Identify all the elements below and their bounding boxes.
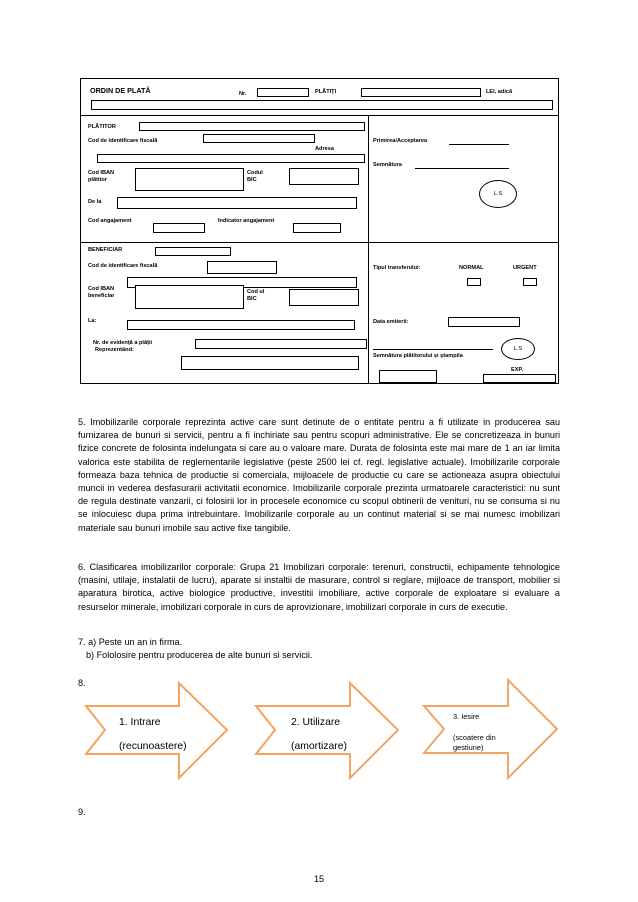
- indicator-label: Indicator angajament: [218, 218, 275, 224]
- semnatura-platitor-label: Semnătura plătitorului și ștampila: [373, 353, 463, 359]
- bic-benef-label: Cod ul BIC: [247, 289, 265, 302]
- de-la-label: De la: [88, 199, 102, 205]
- nr-label: Nr.: [239, 91, 247, 97]
- arrow-intrare-subtitle: (recunoastere): [119, 741, 187, 752]
- urgent-label: URGENT: [513, 265, 537, 271]
- item-7a: 7. a) Peste un an in firma.: [78, 637, 183, 647]
- beneficiar-label: BENEFICIAR: [88, 247, 123, 253]
- cif-label: Cod de identificare fiscală: [88, 138, 158, 144]
- nr-evidenta-label: Nr. de evidență a plății Reprezentând:: [93, 340, 153, 353]
- form-title: ORDIN DE PLATĂ: [90, 86, 151, 95]
- la-label: La:: [88, 318, 97, 324]
- arrow-intrare: [86, 683, 227, 778]
- item-9: 9.: [78, 807, 86, 817]
- cif-benef-label: Cod de identificare fiscală: [88, 263, 158, 269]
- page-number: 15: [314, 874, 325, 884]
- adresa-label: Adresa: [315, 146, 334, 152]
- bic-label: Codul BIC: [247, 170, 263, 183]
- platiti-label: PLĂTIȚI: [315, 89, 337, 95]
- tip-transfer-label: Tipul transferului:: [373, 265, 421, 271]
- arrow-iesire: [424, 680, 557, 778]
- platitor-label: PLĂTITOR: [88, 124, 116, 130]
- ls-stamp: L.S: [479, 180, 517, 208]
- arrow-iesire-title: 3. Iesire: [453, 712, 480, 721]
- ls-stamp-2: L.S: [501, 338, 535, 360]
- lei-label: LEI, adică: [486, 89, 513, 95]
- arrow-intrare-title: 1. Intrare: [119, 717, 161, 728]
- semnatura-label: Semnătura: [373, 162, 402, 168]
- paragraph-6: 6. Clasificarea imobilizarilor corporale: Grupa 21 Imobilizari corporale: terenuri, constructii, echipamente tehnologice (masini, utilaje, instalatii de lucru), aparate si instaltii de masurare, control si reglare, mijloace de transport, mobilier si aparatura birotica, active biologice productive, investitii imobiliare, active corporale de exploatare si evaluare a resurselor minerale, imobilizari corporale in curs de aprovizionare, imobilizari corporale in curs de executie.: [78, 562, 560, 612]
- primirea-label: Primirea/Acceptarea: [373, 138, 428, 144]
- item-8: 8.: [78, 678, 86, 688]
- angajament-label: Cod angajament: [88, 218, 132, 224]
- data-emiterii-label: Data emiterii:: [373, 319, 409, 325]
- iban-benef-label: Cod IBAN beneficiar: [88, 286, 115, 299]
- arrow-utilizare: [256, 683, 398, 778]
- arrow-utilizare-title: 2. Utilizare: [291, 717, 341, 728]
- arrow-utilizare-subtitle: (amortizare): [291, 741, 348, 752]
- item-7b: b) Fololosire pentru producerea de alte bunuri si servicii.: [86, 650, 313, 660]
- paragraph-5: 5. Imobilizarile corporale reprezinta active care sunt detinute de o entitate pentru a fi utilizate in producerea sau furnizarea de bunuri si servicii, pentru a fi inchiriate sau pentru scopuri administrative. Ele se concretizeaza in bunuri fizice concrete de folosinta indelungata si care au o valoare mare. Durata de folosinta este mai mare de 1 an iar limita valorica este stabilita de reglementarile legislative (peste 2500 lei cf. regl. legislative actuale). Imobilizarile corporale formeaza baza tehnica de productie si comerciala, mijloacele de productie cu care se actioneaza asupra obiectului muncii in vederea desfasurarii activitatii economice. Imobilizarile corporale prezinta urmatoarele caracteristici: nu sunt de regula destinate vanzarii, ci folosirii lor in procesele economice cu scopul obtinerii de venituri, nu se consuma si nu se inlocuiesc dupa prima intrebuintare. Imobilizarile corporale au un continut material si se mai numesc imobilizari materiale sau bunuri imobile sau active fixe tangibile.: [78, 417, 560, 533]
- arrow-iesire-subtitle: (scoatere din gestiune): [453, 733, 496, 752]
- exp-label: EXP.: [511, 367, 524, 373]
- normal-label: NORMAL: [459, 265, 484, 271]
- iban-platitor-label: Cod IBAN plătitor: [88, 170, 115, 183]
